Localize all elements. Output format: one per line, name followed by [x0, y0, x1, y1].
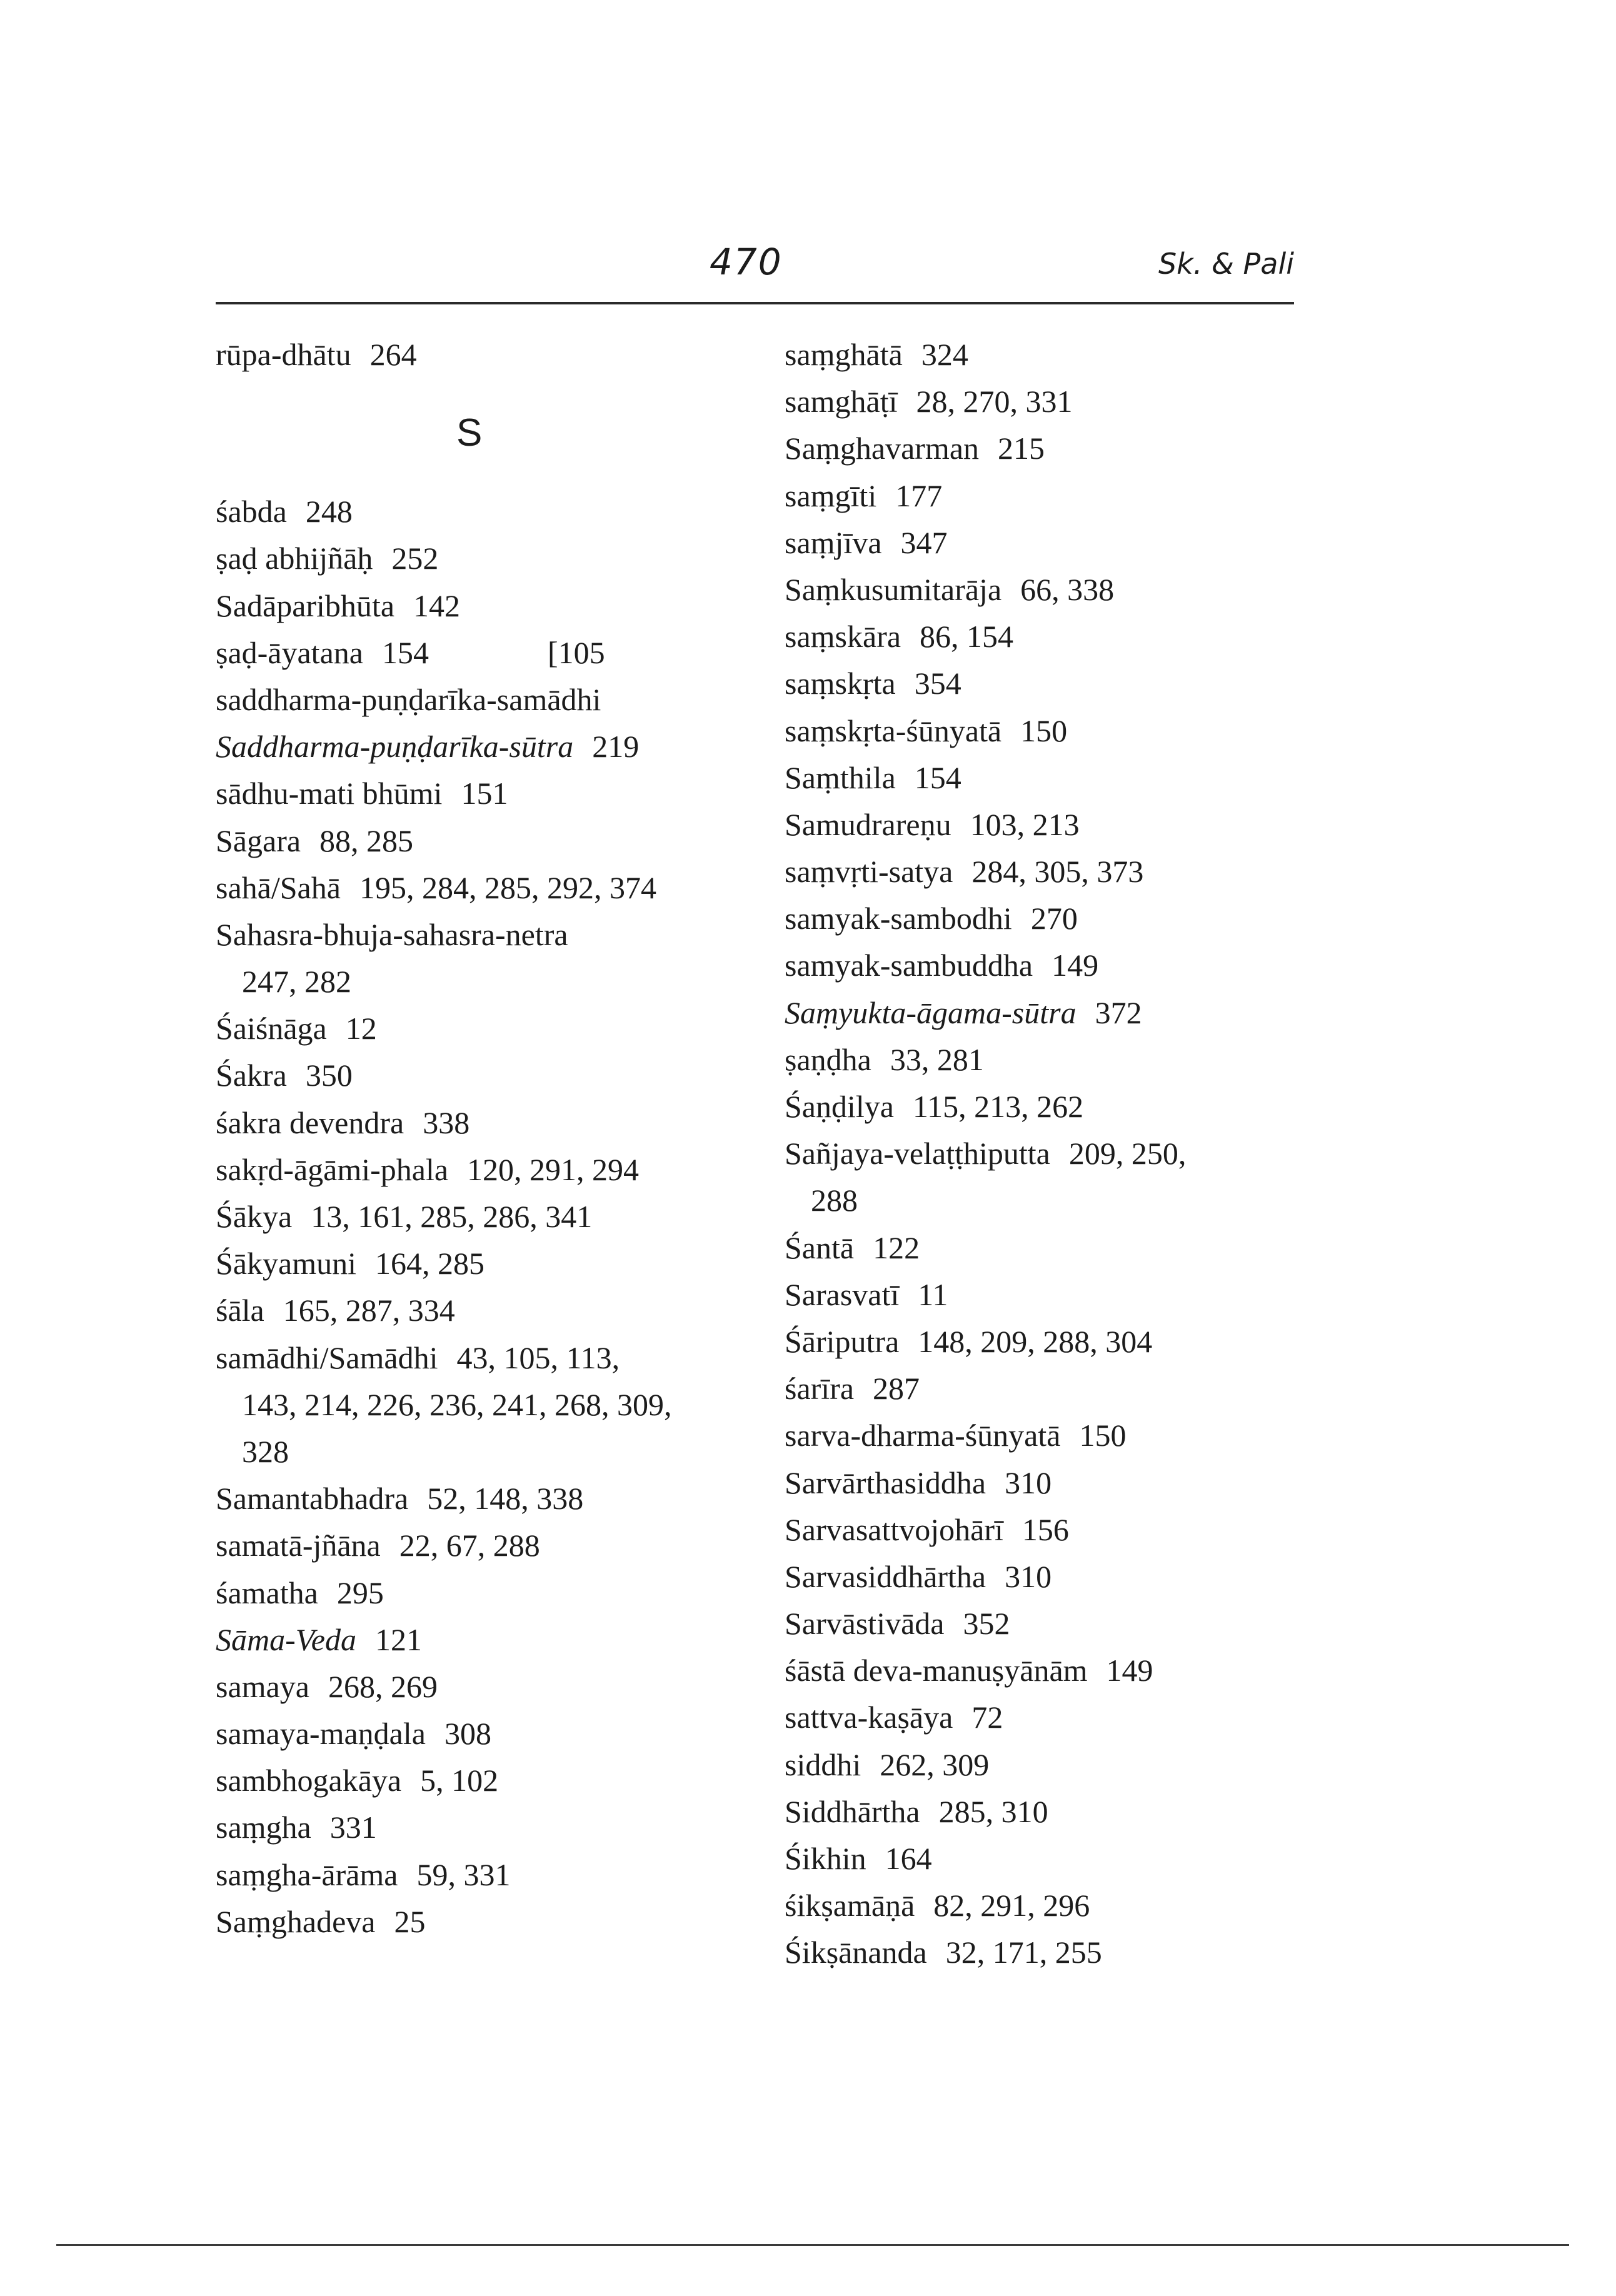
index-entry: [785, 801, 1322, 848]
index-entry: [216, 1100, 753, 1146]
index-term: śāstā deva-manuṣyānām: [785, 1653, 1088, 1688]
page-references: 121: [374, 1622, 422, 1657]
index-term: Saṃyukta-āgama-sūtra: [785, 995, 1076, 1030]
index-term: Sarvāstivāda: [785, 1606, 945, 1642]
index-entry: [216, 1617, 753, 1663]
index-entry: [785, 848, 1322, 895]
index-entry: [785, 1788, 1322, 1835]
index-term: samyak-sambuddha: [785, 948, 1033, 983]
page-references: 52, 148, 338: [427, 1481, 584, 1516]
index-term: rūpa-dhātu: [216, 337, 351, 372]
index-entry-continuation: [785, 1177, 1322, 1224]
index-entry: [216, 911, 753, 958]
index-entry: [216, 1570, 753, 1617]
page-references: 310: [1005, 1465, 1052, 1500]
index-entry: [785, 331, 1322, 378]
index-entry: [216, 723, 753, 770]
index-term: Śāriputra: [785, 1323, 900, 1359]
index-entry: [785, 1506, 1322, 1553]
index-term: śāla: [216, 1293, 264, 1328]
index-entry: [785, 1083, 1322, 1130]
page-references: 164, 285: [374, 1246, 484, 1281]
index-term: Saṃkusumitarāja: [785, 571, 1002, 607]
index-entry: [216, 1710, 753, 1757]
index-entry: [785, 1694, 1322, 1741]
index-entry: [785, 1271, 1322, 1318]
index-term: Saṃthila: [785, 759, 896, 795]
page-references: 262, 309: [880, 1747, 990, 1782]
index-term: samghāṭī: [785, 384, 898, 419]
header-rule: [216, 302, 1294, 304]
page-references: 88, 285: [319, 823, 414, 858]
page-references: 25: [394, 1903, 426, 1939]
index-term: Śākya: [216, 1199, 293, 1234]
page-references: 143, 214, 226, 236, 241, 268, 309,: [242, 1386, 672, 1422]
page-references: 215: [998, 431, 1045, 466]
page-references: 33, 281: [890, 1041, 984, 1077]
index-entry: [785, 1130, 1322, 1177]
left-index-column: [216, 331, 753, 1945]
index-entry: [785, 378, 1322, 425]
index-entry: [216, 818, 753, 865]
index-term: Sāma-Veda: [216, 1622, 356, 1657]
index-term: samādhi/Samādhi: [216, 1340, 438, 1375]
index-entry-continuation: [216, 1428, 753, 1475]
index-entry: [785, 1460, 1322, 1506]
index-entry: [785, 708, 1322, 754]
page-references: 350: [305, 1058, 353, 1093]
index-entry: [785, 1929, 1322, 1976]
page-references: 28, 270, 331: [916, 384, 1073, 419]
index-term: saṃgha: [216, 1810, 311, 1845]
page-references: 156: [1021, 1511, 1069, 1547]
page-references: 148, 209, 288, 304: [918, 1323, 1153, 1359]
page-references: 288: [811, 1183, 858, 1218]
page-references: 308: [444, 1716, 491, 1752]
index-entry: [216, 535, 753, 582]
page-references: 248: [305, 494, 353, 529]
page-references: 120, 291, 294: [467, 1151, 640, 1187]
page-references: 142: [413, 588, 461, 623]
page-references: 5, 102: [420, 1763, 499, 1798]
index-entry: [785, 1225, 1322, 1271]
index-entry: [785, 754, 1322, 801]
index-term: Sadāparibhūta: [216, 588, 395, 623]
index-term: sattva-kaṣāya: [785, 1700, 953, 1735]
index-entry: [216, 1287, 753, 1334]
index-term: samaya: [216, 1668, 309, 1704]
index-term: Sāgara: [216, 823, 301, 858]
page-references: 347: [900, 524, 948, 560]
index-term: samatā-jñāna: [216, 1528, 381, 1563]
index-term: sarva-dharma-śūnyatā: [785, 1418, 1061, 1453]
index-term: śarīra: [785, 1371, 855, 1406]
index-term: Sañjaya-velaṭṭhiputta: [785, 1136, 1050, 1171]
page-references: 149: [1051, 948, 1099, 983]
index-entry: [785, 1553, 1322, 1600]
index-term: Saddharma-puṇḍarīka-sūtra: [216, 729, 574, 764]
index-term: śamatha: [216, 1575, 318, 1610]
index-entry: [785, 613, 1322, 660]
index-term: Śikṣānanda: [785, 1935, 927, 1970]
index-entry-continuation: [216, 1381, 753, 1428]
index-entry: [216, 676, 753, 723]
page-references: 324: [921, 337, 968, 372]
index-entry: [785, 895, 1322, 942]
index-entry: [216, 1663, 753, 1710]
index-term: Śantā: [785, 1230, 855, 1265]
index-entry: [216, 583, 753, 629]
index-entry: [785, 1835, 1322, 1882]
index-entry-continuation: [216, 958, 753, 1005]
page-references: 72: [971, 1700, 1003, 1735]
right-index-column: [785, 331, 1322, 1977]
index-term: Sarvasattvojohārī: [785, 1511, 1003, 1547]
page-references: 328: [242, 1433, 289, 1469]
footer-rule: [56, 2244, 1569, 2246]
index-entry: [785, 566, 1322, 613]
carried-reference: [105: [547, 634, 605, 670]
index-entry: [785, 1742, 1322, 1788]
index-term: saṃskṛta: [785, 666, 896, 701]
index-entry: [216, 629, 753, 676]
page-references: 154: [914, 759, 961, 795]
index-entry: [216, 331, 753, 378]
index-entry: [216, 1522, 753, 1569]
page-references: 310: [1005, 1558, 1052, 1594]
index-entry: [216, 1852, 753, 1898]
index-entry: [216, 1757, 753, 1804]
index-entry: [216, 1335, 753, 1381]
index-term: saṃgha-ārāma: [216, 1857, 398, 1892]
index-entry: [216, 1898, 753, 1945]
page-references: 372: [1095, 995, 1142, 1030]
page-references: 338: [423, 1105, 470, 1140]
index-entry: [216, 1193, 753, 1240]
page-references: 247, 282: [242, 964, 351, 1000]
page-references: 165, 287, 334: [283, 1293, 455, 1328]
page-references: 22, 67, 288: [399, 1528, 540, 1563]
index-entry: [785, 1036, 1322, 1083]
page-references: 12: [345, 1011, 377, 1046]
index-entry: [785, 473, 1322, 519]
page-references: 331: [329, 1810, 377, 1845]
index-term: Śaiśnāga: [216, 1011, 327, 1046]
index-term: saṃvṛti-satya: [785, 854, 953, 890]
index-entry: [785, 1318, 1322, 1365]
page-references: 177: [895, 478, 943, 513]
index-entry: [785, 942, 1322, 989]
page-number: 470: [710, 241, 783, 283]
page-references: 32, 171, 255: [945, 1935, 1102, 1970]
page-references: 164: [885, 1841, 932, 1876]
page-references: 149: [1106, 1653, 1153, 1688]
page-references: 264: [369, 337, 417, 372]
page-references: 86, 154: [920, 619, 1014, 654]
index-term: Śakra: [216, 1058, 287, 1093]
index-term: ṣaḍ-āyatana: [216, 634, 363, 670]
page-references: 82, 291, 296: [933, 1888, 1090, 1923]
index-entry: [785, 1600, 1322, 1647]
index-term: samyak-sambodhi: [785, 901, 1012, 936]
page-references: 115, 213, 262: [912, 1089, 1084, 1124]
index-term: samaya-maṇḍala: [216, 1716, 426, 1752]
index-entry: [785, 1365, 1322, 1412]
index-term: saṃskṛta-śūnyatā: [785, 713, 1002, 748]
index-entry: [216, 1005, 753, 1052]
page-references: 295: [336, 1575, 384, 1610]
index-entry: [785, 990, 1322, 1036]
index-entry: [216, 1804, 753, 1851]
index-entry: [216, 865, 753, 911]
page-references: 154: [381, 634, 429, 670]
section-letter: S: [456, 411, 483, 455]
index-entry: [216, 488, 753, 535]
page-references: 252: [391, 541, 439, 576]
page-references: 354: [914, 666, 961, 701]
page-references: 122: [873, 1230, 920, 1265]
page-references: 150: [1020, 713, 1068, 748]
page-references: 13, 161, 285, 286, 341: [311, 1199, 593, 1234]
index-term: sahā/Sahā: [216, 870, 341, 905]
page-references: 150: [1079, 1418, 1127, 1453]
index-term: Saṃghadeva: [216, 1903, 376, 1939]
index-term: Sarvārthasiddha: [785, 1465, 986, 1500]
index-entry: [785, 425, 1322, 472]
index-entry: [216, 1240, 753, 1287]
page-header: [216, 241, 1294, 303]
index-term: ṣaṇḍha: [785, 1041, 871, 1077]
index-term: saṃgīti: [785, 478, 877, 513]
index-term: śabda: [216, 494, 287, 529]
running-head: Sk. & Pali: [1158, 247, 1294, 281]
page-references: 66, 338: [1020, 571, 1115, 607]
index-term: saddharma-puṇḍarīka-samādhi: [216, 681, 601, 717]
index-term: Siddhārtha: [785, 1793, 920, 1829]
index-term: śakra devendra: [216, 1105, 404, 1140]
index-term: siddhi: [785, 1747, 861, 1782]
index-entry: [216, 770, 753, 817]
index-term: saṃjīva: [785, 524, 882, 560]
index-term: Samudrareṇu: [785, 806, 951, 842]
page-references: 43, 105, 113,: [456, 1340, 620, 1375]
index-term: Śākyamuni: [216, 1246, 356, 1281]
page-references: 11: [918, 1276, 948, 1312]
index-term: saṃghātā: [785, 337, 903, 372]
page-references: 285, 310: [938, 1793, 1048, 1829]
index-entry: [785, 1412, 1322, 1459]
index-entry: [216, 1475, 753, 1522]
index-term: Sahasra-bhuja-sahasra-netra: [216, 916, 568, 952]
index-entry: [785, 1882, 1322, 1929]
page-references: 209, 250,: [1068, 1136, 1187, 1171]
page-references: 59, 331: [416, 1857, 511, 1892]
page-references: 151: [461, 776, 508, 811]
index-entry: [785, 519, 1322, 566]
index-entry: [216, 1146, 753, 1193]
page-references: 352: [963, 1606, 1010, 1642]
index-term: sādhu-mati bhūmi: [216, 776, 443, 811]
index-term: Sarvasiddhārtha: [785, 1558, 986, 1594]
index-term: ṣaḍ abhijñāḥ: [216, 541, 373, 576]
index-term: Sarasvatī: [785, 1276, 900, 1312]
page-references: 270: [1030, 901, 1078, 936]
page-references: 103, 213: [970, 806, 1080, 842]
index-entry: [785, 660, 1322, 707]
index-entry: [216, 1052, 753, 1099]
page-references: 287: [873, 1371, 920, 1406]
index-term: śikṣamāṇā: [785, 1888, 915, 1923]
page-references: 219: [592, 729, 640, 764]
page-references: 195, 284, 285, 292, 374: [359, 870, 656, 905]
index-term: Saṃghavarman: [785, 431, 980, 466]
index-term: Samantabhadra: [216, 1481, 409, 1516]
index-term: Śaṇḍilya: [785, 1089, 894, 1124]
page-references: 268, 269: [328, 1668, 438, 1704]
index-term: sambhogakāya: [216, 1763, 402, 1798]
index-term: saṃskāra: [785, 619, 901, 654]
index-entry: [785, 1647, 1322, 1694]
index-term: sakṛd-āgāmi-phala: [216, 1151, 449, 1187]
index-term: Śikhin: [785, 1841, 866, 1876]
page-references: 284, 305, 373: [971, 854, 1144, 890]
